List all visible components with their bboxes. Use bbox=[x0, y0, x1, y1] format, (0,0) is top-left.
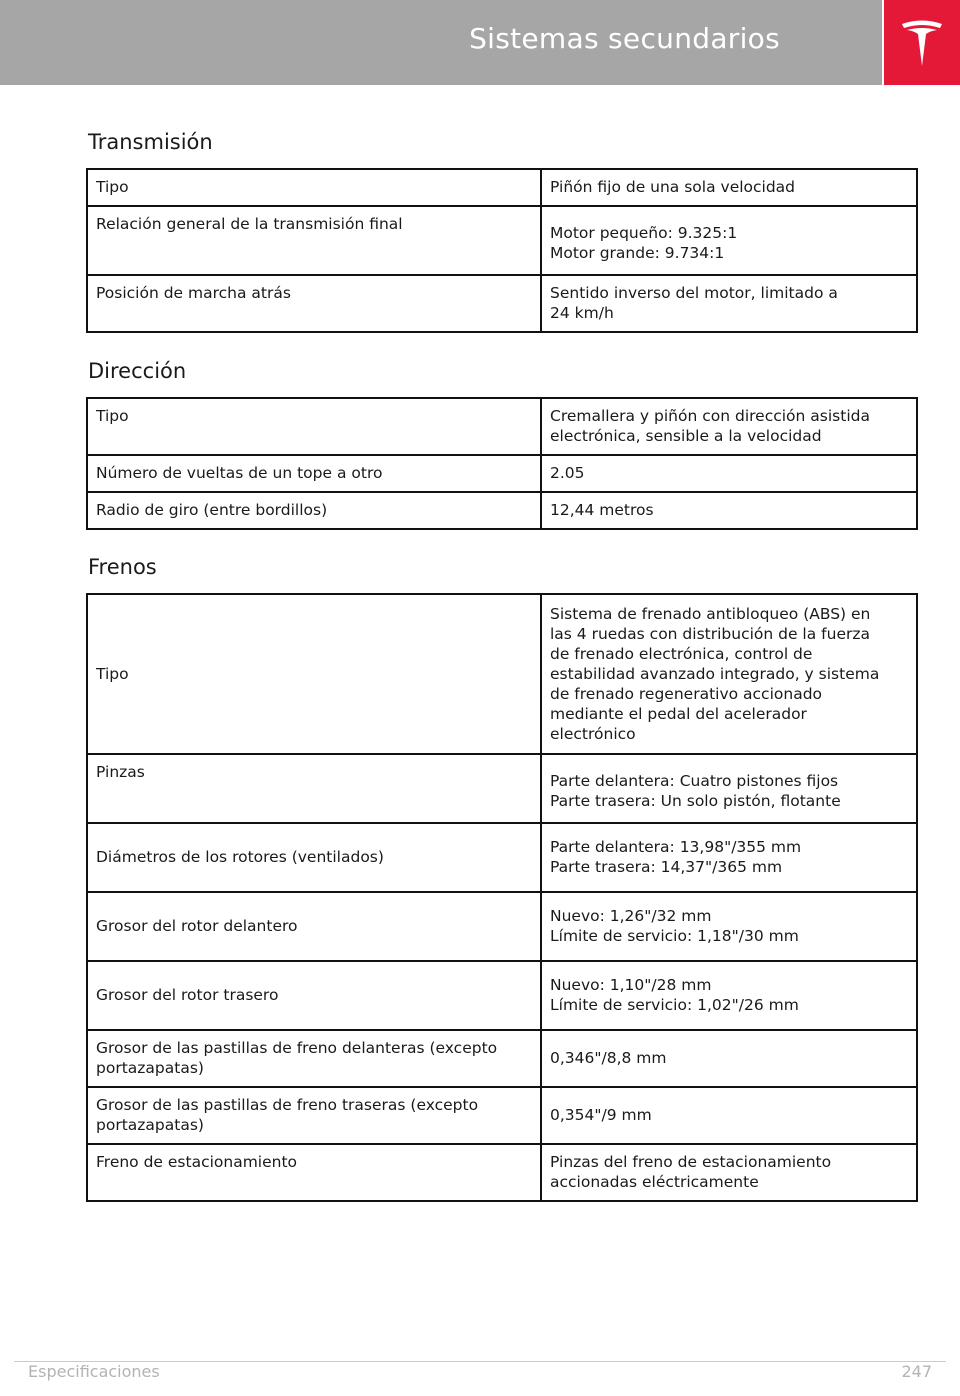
row-label: Freno de estacionamiento bbox=[87, 1144, 541, 1201]
row-value: Pinzas del freno de estacionamiento accionadas eléctricamente bbox=[541, 1144, 917, 1201]
row-label: Relación general de la transmisión final bbox=[87, 206, 541, 275]
row-label: Pinzas bbox=[87, 754, 541, 823]
direccion-table bbox=[86, 397, 918, 530]
footer-section: Especificaciones bbox=[28, 1362, 160, 1381]
row-value: Motor pequeño: 9.325:1 Motor grande: 9.734:1 bbox=[541, 206, 917, 275]
row-label: Tipo bbox=[87, 169, 541, 206]
section-title-transmision: Transmisión bbox=[88, 130, 213, 154]
row-label: Tipo bbox=[87, 594, 541, 754]
row-label: Radio de giro (entre bordillos) bbox=[87, 492, 541, 529]
table-row bbox=[87, 892, 917, 961]
row-value: 0,346"/8,8 mm bbox=[541, 1030, 917, 1087]
row-label: Grosor del rotor trasero bbox=[87, 961, 541, 1030]
row-label: Tipo bbox=[87, 398, 541, 455]
table-row bbox=[87, 823, 917, 892]
table-row bbox=[87, 398, 917, 455]
row-label: Grosor del rotor delantero bbox=[87, 892, 541, 961]
page-number: 247 bbox=[901, 1362, 932, 1381]
section-title-frenos: Frenos bbox=[88, 555, 157, 579]
table-row bbox=[87, 455, 917, 492]
table-row bbox=[87, 1030, 917, 1087]
row-label: Diámetros de los rotores (ventilados) bbox=[87, 823, 541, 892]
row-value: Sentido inverso del motor, limitado a 24 km/h bbox=[541, 275, 917, 332]
row-value: Parte delantera: 13,98"/355 mm Parte trasera: 14,37"/365 mm bbox=[541, 823, 917, 892]
row-label: Número de vueltas de un tope a otro bbox=[87, 455, 541, 492]
brand-logo bbox=[884, 0, 960, 85]
table-row bbox=[87, 1144, 917, 1201]
header-bar bbox=[0, 0, 882, 85]
row-value: Nuevo: 1,10"/28 mm Límite de servicio: 1,02"/26 mm bbox=[541, 961, 917, 1030]
tesla-logo-icon bbox=[900, 18, 944, 68]
table-row bbox=[87, 169, 917, 206]
row-value: 2.05 bbox=[541, 455, 917, 492]
table-row bbox=[87, 594, 917, 754]
table-row bbox=[87, 275, 917, 332]
page-title: Sistemas secundarios bbox=[469, 22, 780, 55]
row-value: Piñón fijo de una sola velocidad bbox=[541, 169, 917, 206]
row-label: Grosor de las pastillas de freno delanteras (excepto portazapatas) bbox=[87, 1030, 541, 1087]
row-value: 12,44 metros bbox=[541, 492, 917, 529]
transmision-table bbox=[86, 168, 918, 333]
table-row bbox=[87, 1087, 917, 1144]
row-value: 0,354"/9 mm bbox=[541, 1087, 917, 1144]
row-value: Nuevo: 1,26"/32 mm Límite de servicio: 1,18"/30 mm bbox=[541, 892, 917, 961]
table-row bbox=[87, 754, 917, 823]
table-row bbox=[87, 206, 917, 275]
row-label: Grosor de las pastillas de freno traseras (excepto portazapatas) bbox=[87, 1087, 541, 1144]
table-row bbox=[87, 492, 917, 529]
frenos-table bbox=[86, 593, 918, 1202]
row-value: Cremallera y piñón con dirección asistida electrónica, sensible a la velocidad bbox=[541, 398, 917, 455]
row-value: Parte delantera: Cuatro pistones fijos Parte trasera: Un solo pistón, flotante bbox=[541, 754, 917, 823]
section-title-direccion: Dirección bbox=[88, 359, 187, 383]
row-label: Posición de marcha atrás bbox=[87, 275, 541, 332]
table-row bbox=[87, 961, 917, 1030]
row-value: Sistema de frenado antibloqueo (ABS) en las 4 ruedas con distribución de la fuerza de frenado electrónica, control de estabilidad avanzado integrado, y sistema de frenado regenerativo accionado mediante el pedal del acelerador electrónico bbox=[541, 594, 917, 754]
